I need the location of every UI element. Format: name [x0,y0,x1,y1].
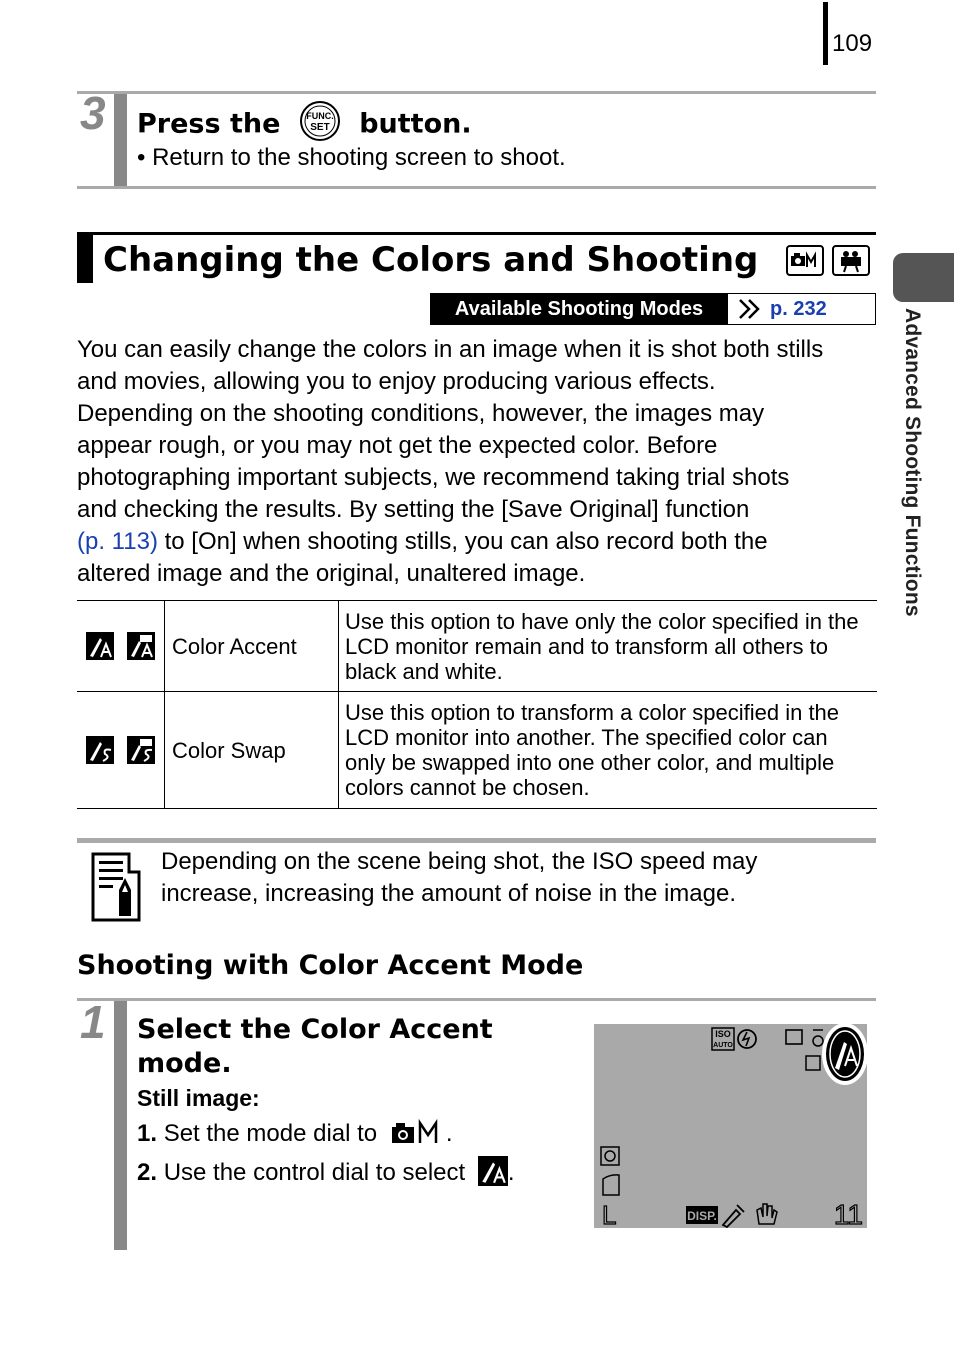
camera-shake-icon [757,1204,777,1224]
step1-number: 1 [80,996,106,1048]
movie-color-swap-icon [127,736,155,764]
disp-icon [686,1206,718,1224]
color-swap-icons [77,692,165,809]
svg-text:SET: SET [310,122,330,133]
intro-line: and movies, allowing you to enjoy producing various effects. [77,368,716,395]
step3-top-rule [77,91,876,94]
chapter-tab [893,253,954,302]
dropper-icon [723,1205,744,1227]
intro-line: and checking the results. By setting the [Save Original] function [77,496,750,523]
color-accent-icon [86,632,114,660]
size-indicator: L [602,1200,617,1228]
metering-icon [601,1147,619,1165]
page-113-link[interactable]: (p. 113) [77,528,158,555]
intro-line: Depending on the shooting conditions, however, the images may [77,400,765,427]
double-chevron-right-icon [737,297,763,321]
color-accent-mode-icon [822,1024,867,1085]
shots-remaining: 11 [833,1199,863,1228]
section-bar [77,235,93,283]
available-modes-link[interactable]: p. 232 [770,298,827,320]
step3-bar [114,94,127,186]
svg-text:DISP.: DISP. [687,1209,717,1223]
page-number-bar [823,2,828,65]
available-modes-label: Available Shooting Modes [430,293,728,325]
note-line: increase, increasing the amount of noise in the image. [161,880,737,907]
color-accent-icons [77,601,165,692]
note-rule [77,838,876,843]
step3-bottom-rule [77,186,876,189]
step3-number: 3 [80,87,106,139]
camera-m-icon [390,1119,446,1145]
func-set-icon [298,99,342,143]
step3-title: Press the FUNC. SET button. [137,103,472,147]
color-swap-name: Color Swap [165,692,339,809]
intro-line: (p. 113) to [On] when shooting stills, you can also record both the [77,528,768,555]
camera-manual-mode-icon [786,245,824,276]
intro-line: You can easily change the colors in an image when it is shot both stills [77,336,824,363]
intro-line: photographing important subjects, we recommend taking trial shots [77,464,790,491]
still-image-label: Still image: [137,1085,260,1111]
intro-line: altered image and the original, unaltered image. [77,560,586,587]
section-top-rule [77,232,876,235]
movie-mode-icon [832,245,870,276]
color-accent-name: Color Accent [165,601,339,692]
drive-mode-icon [786,1030,802,1044]
note-text [161,846,757,910]
intro-paragraph [77,334,823,590]
svg-text:AUTO: AUTO [713,1042,733,1049]
color-accent-icon [478,1156,508,1186]
iso-auto-icon [712,1028,734,1050]
timer-icon [813,1030,823,1046]
section-title: Changing the Colors and Shooting [103,240,759,280]
subsection-title: Shooting with Color Accent Mode [77,950,584,981]
lcd-overlay [594,1024,867,1228]
color-swap-desc: Use this option to transform a color specified in the LCD monitor into another. The specified color can only be swapped into one other color, and multiple colors cannot be chosen. [339,692,878,809]
step1-title: Select the Color Accent mode. [137,1014,493,1079]
intro-line: appear rough, or you may not get the expected color. Before [77,432,718,459]
color-options-table [77,600,877,809]
stabilizer-small-icon [806,1056,820,1070]
svg-text:ISO: ISO [715,1029,731,1039]
step3-bullet: • Return to the shooting screen to shoot. [137,144,566,171]
color-accent-desc: Use this option to have only the color specified in the LCD monitor remain and to transform all others to black and white. [339,601,878,692]
step1-top-rule [77,998,876,1001]
step1-bar [114,1001,127,1250]
white-balance-icon [738,1030,756,1048]
lcd-screen [594,1024,867,1228]
note-icon [91,852,147,922]
note-line: Depending on the scene being shot, the ISO speed may [161,848,758,875]
step1-item1: 1. Set the mode dial to . [137,1120,453,1147]
movie-color-accent-icon [127,632,155,660]
compression-icon [603,1175,619,1195]
table-row [77,692,877,809]
svg-text:FUNC.: FUNC. [306,111,334,121]
table-row [77,601,877,692]
step1-item2: 2. Use the control dial to select . [137,1157,515,1189]
color-swap-icon [86,736,114,764]
page-number: 109 [832,30,873,57]
chapter-label: Advanced Shooting Functions [901,308,924,617]
